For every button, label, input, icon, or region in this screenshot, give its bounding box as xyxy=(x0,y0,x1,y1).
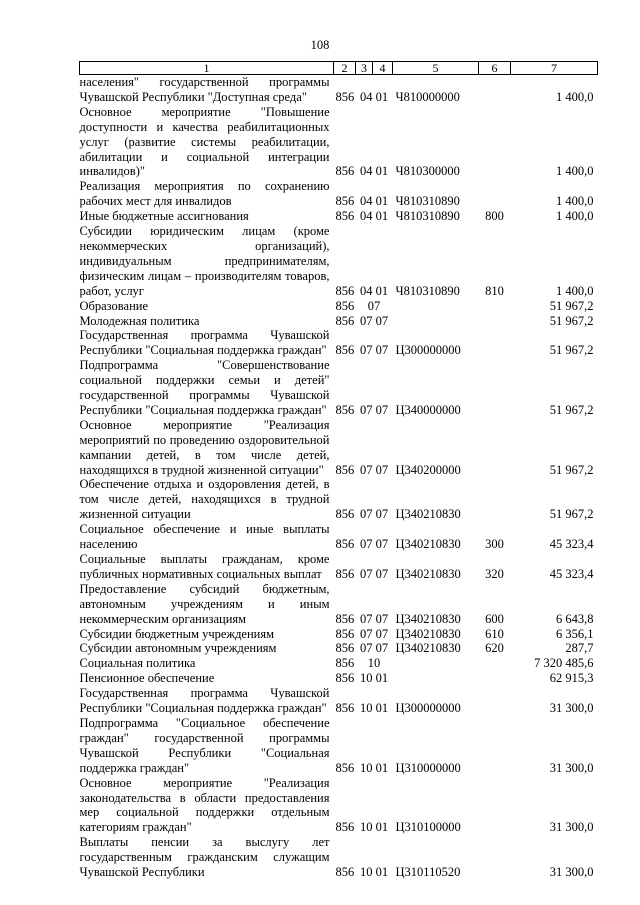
cell-razdel: 10 01 xyxy=(359,760,389,775)
cell-razdel: 07 07 xyxy=(359,313,389,328)
table-row xyxy=(80,224,598,299)
cell-target-article: Ц310110520 xyxy=(395,865,461,880)
cell-glavn: 856 xyxy=(335,402,355,417)
cell-target-article: Ц300000000 xyxy=(395,701,461,716)
cell-glavn: 856 xyxy=(335,865,355,880)
cell-target-article: Ц340210830 xyxy=(395,566,461,581)
budget-table xyxy=(79,61,598,880)
cell-target-article: Ц310000000 xyxy=(395,760,461,775)
table-row xyxy=(80,314,598,329)
cell-glavn: 856 xyxy=(335,760,355,775)
cell-glavn: 856 xyxy=(335,194,355,209)
cell-target-article: Ц340210830 xyxy=(395,537,461,552)
cell-target-article xyxy=(393,299,479,314)
table-row xyxy=(80,418,598,478)
cell-target-article: Ц310100000 xyxy=(395,820,461,835)
cell-name xyxy=(80,328,334,358)
cell-razdel: 07 07 xyxy=(359,507,389,522)
header-col-4: 4 xyxy=(373,62,393,75)
cell-expense-type xyxy=(479,776,511,836)
table-body xyxy=(80,75,598,880)
cell-razdel: 10 01 xyxy=(359,671,389,686)
header-col-3: 3 xyxy=(356,62,373,75)
cell-razdel: 10 01 xyxy=(359,701,389,716)
cell-razdel: 10 01 xyxy=(359,820,389,835)
cell-expense-type xyxy=(479,686,511,716)
table-row xyxy=(80,582,598,627)
cell-glavn: 856 xyxy=(335,89,355,104)
cell-target-article: Ц340000000 xyxy=(395,402,461,417)
cell-glavn: 856 xyxy=(335,671,355,686)
cell-razdel: 04 01 xyxy=(359,89,389,104)
cell-razdel: 10 xyxy=(367,656,381,671)
cell-glavn: 856 xyxy=(335,209,355,224)
cell-name xyxy=(80,522,334,552)
cell-target-article: Ц300000000 xyxy=(395,343,461,358)
cell-expense-type xyxy=(479,358,511,418)
cell-target-article: Ц340200000 xyxy=(395,462,461,477)
cell-expense-type: 320 xyxy=(485,566,504,581)
cell-name xyxy=(80,552,334,582)
cell-sum: 31 300,0 xyxy=(549,701,594,716)
cell-target-article: Ч810300000 xyxy=(395,164,460,179)
cell-expense-type xyxy=(479,105,511,180)
cell-sum: 1 400,0 xyxy=(556,283,594,298)
table-row xyxy=(80,75,598,105)
cell-razdel: 07 xyxy=(367,298,381,313)
table-row xyxy=(80,209,598,224)
cell-glavn: 856 xyxy=(335,343,355,358)
cell-glavn: 856 xyxy=(335,537,355,552)
cell-expense-type: 800 xyxy=(485,209,504,224)
cell-sum: 51 967,2 xyxy=(549,402,594,417)
cell-expense-type xyxy=(479,75,511,105)
cell-glavn: 856 xyxy=(335,611,355,626)
table-row xyxy=(80,522,598,552)
cell-glavn: 856 xyxy=(335,507,355,522)
cell-sum: 51 967,2 xyxy=(549,343,594,358)
cell-name xyxy=(80,314,334,329)
row-name-text: Социальная политика xyxy=(79,656,196,671)
cell-glavn: 856 xyxy=(335,701,355,716)
cell-expense-type xyxy=(479,314,511,329)
cell-razdel: 07 07 xyxy=(359,611,389,626)
cell-sum: 62 915,3 xyxy=(549,671,594,686)
cell-glavn: 856 xyxy=(335,462,355,477)
cell-expense-type xyxy=(479,477,511,522)
cell-razdel: 07 07 xyxy=(359,566,389,581)
cell-sum: 51 967,2 xyxy=(549,462,594,477)
row-name-text: Подпрограмма "Совершенствование социальной поддержки семьи и детей" государственной программы Чувашской Республики "Социальная поддержка граждан" xyxy=(79,358,330,417)
cell-razdel: 07 07 xyxy=(359,402,389,417)
table-row xyxy=(80,552,598,582)
cell-name xyxy=(80,671,334,686)
cell-expense-type: 600 xyxy=(485,611,504,626)
table-row xyxy=(80,641,598,656)
row-name-text: Субсидии автономным учреждениям xyxy=(79,641,277,656)
cell-expense-type: 610 xyxy=(485,626,504,641)
cell-glavn: 856 xyxy=(335,656,355,671)
cell-razdel: 07 07 xyxy=(359,462,389,477)
cell-expense-type xyxy=(479,656,511,671)
cell-name xyxy=(80,477,334,522)
cell-razdel: 07 07 xyxy=(359,641,389,656)
header-row xyxy=(80,62,598,75)
cell-expense-type: 300 xyxy=(485,537,504,552)
cell-glavn: 856 xyxy=(335,626,355,641)
cell-target-article: Ч810310890 xyxy=(395,209,460,224)
row-name-text: Подпрограмма "Социальное обеспечение граждан" государственной программы Чувашской Республики "Социальная поддержка граждан" xyxy=(79,715,330,775)
cell-expense-type xyxy=(479,671,511,686)
cell-sum: 287,7 xyxy=(565,641,594,656)
cell-glavn: 856 xyxy=(335,641,355,656)
table-row xyxy=(80,671,598,686)
cell-name xyxy=(80,716,334,776)
cell-glavn: 856 xyxy=(335,298,355,313)
table-row xyxy=(80,105,598,180)
cell-target-article: Ч810310890 xyxy=(395,194,460,209)
table-row xyxy=(80,179,598,209)
row-name-text: Реализация мероприятия по сохранению рабочих мест для инвалидов xyxy=(79,179,330,209)
cell-sum: 1 400,0 xyxy=(556,164,594,179)
cell-sum: 31 300,0 xyxy=(549,865,594,880)
cell-target-article xyxy=(393,314,479,329)
header-col-1: 1 xyxy=(80,62,334,75)
table-row xyxy=(80,299,598,314)
cell-sum: 6 356,1 xyxy=(556,626,594,641)
cell-sum: 45 323,4 xyxy=(549,566,594,581)
cell-razdel: 07 07 xyxy=(359,537,389,552)
row-name-text: Обеспечение отдыха и оздоровления детей, в том числе детей, находящихся в трудной жизненной ситуации xyxy=(79,477,330,522)
cell-name xyxy=(80,835,334,880)
cell-expense-type: 810 xyxy=(485,283,504,298)
cell-sum: 1 400,0 xyxy=(556,194,594,209)
cell-glavn: 856 xyxy=(335,164,355,179)
cell-target-article: Ц340210830 xyxy=(395,611,461,626)
cell-sum: 31 300,0 xyxy=(549,820,594,835)
cell-razdel: 07 07 xyxy=(359,343,389,358)
cell-glavn: 856 xyxy=(335,283,355,298)
cell-name xyxy=(80,209,334,224)
row-name-text: Основное мероприятие "Повышение доступности и качества реабилитационных услуг (развитие системы реабилитации, абилитации и социальной интеграции инвалидов)" xyxy=(79,104,330,179)
cell-target-article: Ц340210830 xyxy=(395,507,461,522)
cell-sum: 7 320 485,6 xyxy=(534,656,594,671)
row-name-text: населения" государственной программы Чувашской Республики "Доступная среда" xyxy=(79,75,330,104)
cell-sum: 51 967,2 xyxy=(549,313,594,328)
cell-sum: 6 643,8 xyxy=(556,611,594,626)
cell-expense-type xyxy=(479,835,511,880)
table-row xyxy=(80,716,598,776)
header-col-6: 6 xyxy=(479,62,511,75)
cell-sum: 45 323,4 xyxy=(549,537,594,552)
cell-name xyxy=(80,656,334,671)
table-row xyxy=(80,328,598,358)
cell-target-article: Ц340210830 xyxy=(395,641,461,656)
table-row xyxy=(80,358,598,418)
cell-expense-type xyxy=(479,716,511,776)
cell-razdel: 07 07 xyxy=(359,626,389,641)
row-name-text: Выплаты пенсии за выслугу лет государственным гражданским служащим Чувашской Республики xyxy=(79,835,330,880)
row-name-text: Субсидии бюджетным учреждениям xyxy=(79,626,275,641)
cell-razdel: 04 01 xyxy=(359,209,389,224)
cell-name xyxy=(80,358,334,418)
cell-name xyxy=(80,75,334,105)
cell-expense-type xyxy=(479,179,511,209)
cell-sum: 1 400,0 xyxy=(556,89,594,104)
cell-name xyxy=(80,627,334,642)
row-name-text: Социальное обеспечение и иные выплаты населению xyxy=(79,522,330,552)
cell-target-article: Ц340210830 xyxy=(395,626,461,641)
row-name-text: Пенсионное обеспечение xyxy=(79,671,215,686)
table-row xyxy=(80,656,598,671)
cell-expense-type: 620 xyxy=(485,641,504,656)
cell-glavn: 856 xyxy=(335,566,355,581)
row-name-text: Социальные выплаты гражданам, кроме публичных нормативных социальных выплат xyxy=(79,552,330,581)
cell-razdel: 10 01 xyxy=(359,865,389,880)
table-row xyxy=(80,835,598,880)
cell-glavn: 856 xyxy=(335,313,355,328)
cell-razdel: 04 01 xyxy=(359,283,389,298)
cell-expense-type xyxy=(479,299,511,314)
table-row xyxy=(80,627,598,642)
row-name-text: Государственная программа Чувашской Республики "Социальная поддержка граждан" xyxy=(79,328,330,358)
row-name-text: Молодежная политика xyxy=(79,313,200,328)
cell-sum: 1 400,0 xyxy=(556,209,594,224)
row-name-text: Основное мероприятие "Реализация законодательства в области предоставления мер социальной поддержки отдельным категориям граждан" xyxy=(79,775,330,835)
cell-name xyxy=(80,776,334,836)
cell-razdel: 04 01 xyxy=(359,164,389,179)
row-name-text: Основное мероприятие "Реализация мероприятий по проведению оздоровительной кампании детей, в том числе детей, находящихся в трудной жизненной ситуации" xyxy=(79,417,330,477)
row-name-text: Иные бюджетные ассигнования xyxy=(79,209,249,224)
table-row xyxy=(80,686,598,716)
cell-name xyxy=(80,224,334,299)
cell-name xyxy=(80,418,334,478)
cell-name xyxy=(80,582,334,627)
header-col-2: 2 xyxy=(334,62,356,75)
cell-name xyxy=(80,686,334,716)
header-col-5: 5 xyxy=(393,62,479,75)
table-row xyxy=(80,477,598,522)
cell-sum: 51 967,2 xyxy=(549,298,594,313)
cell-sum: 31 300,0 xyxy=(549,760,594,775)
header-col-7: 7 xyxy=(511,62,598,75)
cell-expense-type xyxy=(479,328,511,358)
row-name-text: Государственная программа Чувашской Республики "Социальная поддержка граждан" xyxy=(79,686,330,716)
cell-target-article xyxy=(393,671,479,686)
table-row xyxy=(80,776,598,836)
row-name-text: Субсидии юридическим лицам (кроме некоммерческих организаций), индивидуальным предпринимателям, физическим лицам – производителям товаров, работ, услуг xyxy=(79,224,330,298)
cell-glavn: 856 xyxy=(335,820,355,835)
cell-razdel: 04 01 xyxy=(359,194,389,209)
cell-sum: 51 967,2 xyxy=(549,507,594,522)
cell-name xyxy=(80,641,334,656)
cell-target-article: Ч810000000 xyxy=(395,89,460,104)
cell-name xyxy=(80,105,334,180)
row-name-text: Образование xyxy=(79,298,149,313)
cell-target-article: Ч810310890 xyxy=(395,283,460,298)
cell-expense-type xyxy=(479,418,511,478)
table-header xyxy=(80,62,598,75)
page-number: 108 xyxy=(310,38,330,52)
row-name-text: Предоставление субсидий бюджетным, автономным учреждениям и иным некоммерческим организациям xyxy=(79,581,330,626)
cell-name xyxy=(80,179,334,209)
cell-target-article xyxy=(393,656,479,671)
cell-name xyxy=(80,299,334,314)
